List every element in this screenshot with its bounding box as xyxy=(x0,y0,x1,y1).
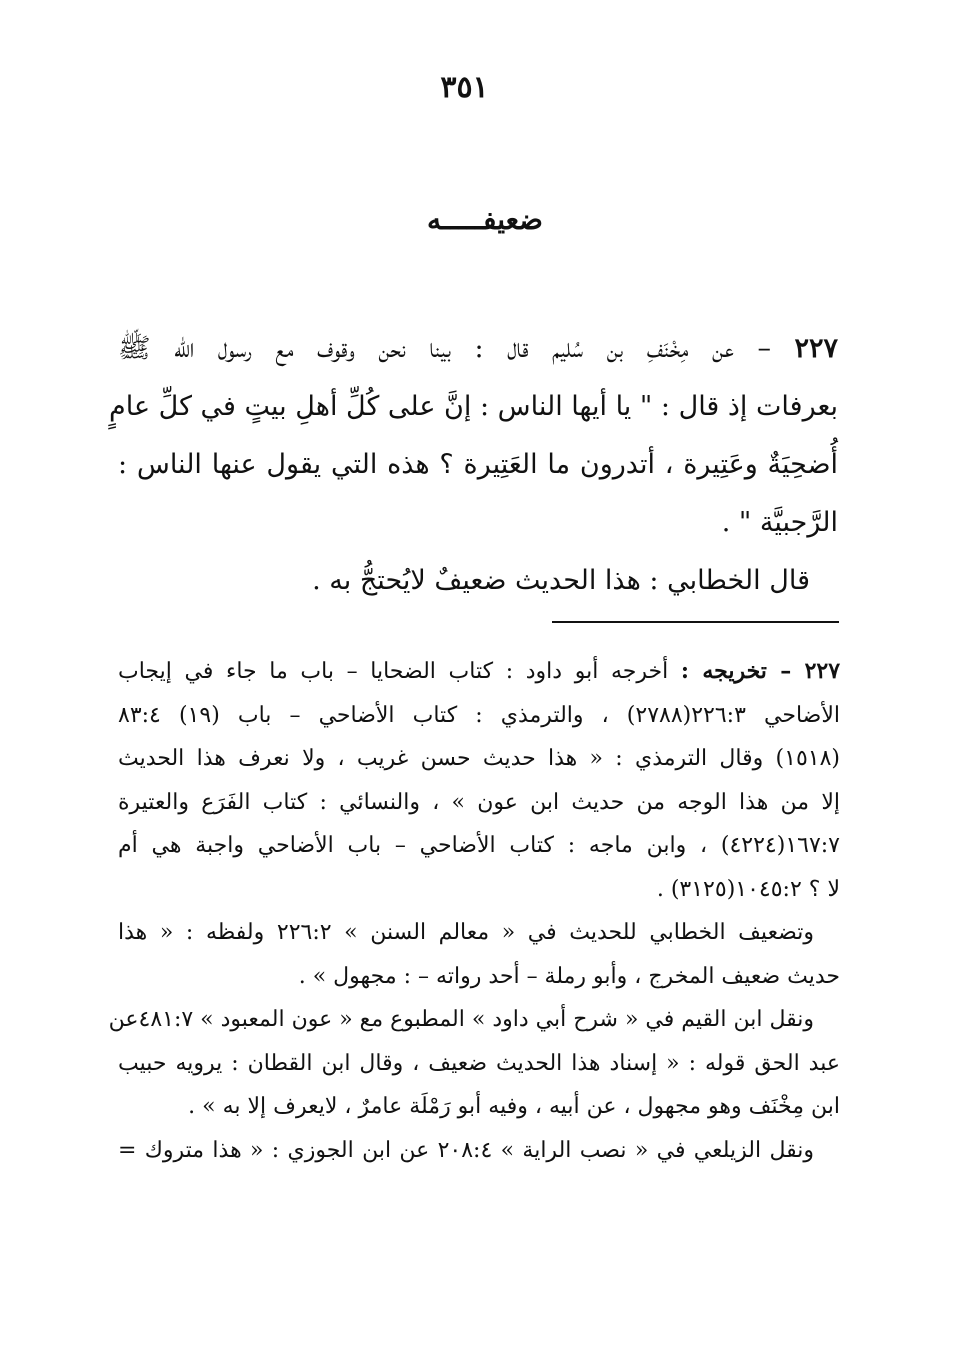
footnote-line-9: ونقل ابن القيم في « شرح أبي داود » المطبوع مع « عون المعبود » ٤٨١:٧عن xyxy=(108,1007,814,1032)
footnote-line-6: لا ؟ ١٠٤٥:٢(٣١٢٥) . xyxy=(656,876,840,902)
footnote-line-7: وتضعيف الخطابي للحديث في « معالم السنن » ٢٢٦:٢ ولفظه : « هذا xyxy=(118,920,815,945)
footnote-line-12: ونقل الزيلعي في « نصب الراية » ٢٠٨:٤ عن ابن الجوزي : « هذا متروك = xyxy=(118,1137,814,1163)
footnote-line-1 xyxy=(118,650,840,694)
footnote-line-8: حديث ضعيف المخرج ، وأبو رملة – أحد رواته – : مجهول » . xyxy=(298,963,840,989)
footnote-line-11: ابن مِخْنَف وهو مجهول ، عن أبيه ، وفيه أبو رَمْلَة عامرٌ ، لايعرف إلا به » . xyxy=(188,1094,840,1119)
hadith-ruling: قال الخطابي : هذا الحديث ضعيفٌ لايُحتجُّ به . xyxy=(312,565,810,596)
hadith-line-1-text: – عن مِخْنَفِ بن سُليم قال : بينا نحن وقوف مع رسول الله ﷺ xyxy=(118,333,771,364)
footnote-line-5: ١٦٧:٧(٤٢٢٤) ، وابن ماجه : كتاب الأضاحي – باب الأضاحي واجبة هي أم xyxy=(118,833,840,858)
section-heading: ضعيفـــــه xyxy=(427,203,543,236)
footnote-separator xyxy=(552,621,839,623)
footnotes xyxy=(108,650,841,1172)
footnote-line-10: عبد الحق قوله : « إسناد هذا الحديث ضعيف ، وقال ابن القطان : يرويه حبيب xyxy=(118,1050,840,1076)
hadith-number: ٢٢٧ xyxy=(794,333,838,364)
footnote-line-1-text: أخرجه أبو داود : كتاب الضحايا – باب ما جاء في إيجاب xyxy=(118,659,669,684)
hadith-line-3: أُضحِيَةٌ وعَتِيرة ، أتدرون ما العَتِيرة ؟ هذه التي يقول عنها الناس : xyxy=(118,449,838,480)
hadith-line-2: بعرفات إذ قال : " يا أيها الناس : إنَّ على كُلِّ أهلِ بيتٍ في كلِّ عامٍ xyxy=(109,391,838,422)
footnote-line-2: الأضاحي ٢٢٦:٣(٢٧٨٨) ، والترمذي : كتاب الأضاحي – باب (١٩) ٨٣:٤ xyxy=(118,702,840,728)
hadith-line-1 xyxy=(118,320,838,378)
hadith-line-4: الرَّجبيَّة " . xyxy=(721,507,838,538)
takhrij-label: ٢٢٧ – تخريجه : xyxy=(680,658,841,684)
hadith-text xyxy=(109,320,838,610)
page-number: ٣٥١ xyxy=(440,70,489,105)
footnote-line-3: (١٥١٨) وقال الترمذي : « هذا حديث حسن غريب ، ولا نعرف هذا الحديث xyxy=(118,746,840,771)
footnote-line-4: إلا من هذا الوجه من حديث ابن عون » ، والنسائي : كتاب الفَرَع والعتيرة xyxy=(118,789,840,815)
